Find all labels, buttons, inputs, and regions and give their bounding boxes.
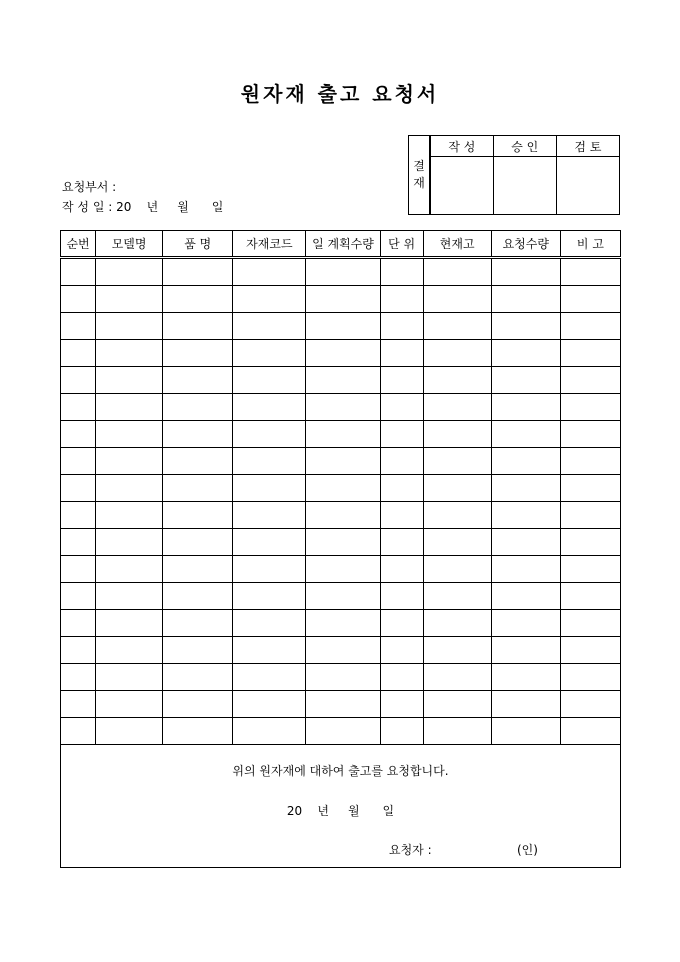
table-cell[interactable]: [560, 313, 620, 340]
table-cell[interactable]: [96, 340, 163, 367]
table-cell[interactable]: [96, 258, 163, 286]
table-cell[interactable]: [306, 529, 380, 556]
table-cell[interactable]: [96, 475, 163, 502]
table-cell[interactable]: [423, 556, 491, 583]
table-cell[interactable]: [163, 664, 233, 691]
table-cell[interactable]: [380, 448, 423, 475]
seal-mark: (인): [517, 843, 538, 857]
table-cell[interactable]: [96, 664, 163, 691]
request-table: [60, 230, 621, 745]
table-cell[interactable]: [61, 286, 96, 313]
table-cell[interactable]: [233, 502, 306, 529]
header-stock: 현재고: [423, 231, 491, 258]
table-cell[interactable]: [306, 691, 380, 718]
table-cell[interactable]: [423, 448, 491, 475]
table-row: [61, 286, 621, 313]
table-cell[interactable]: [61, 610, 96, 637]
table-cell[interactable]: [491, 529, 560, 556]
table-cell[interactable]: [560, 286, 620, 313]
table-cell[interactable]: [233, 258, 306, 286]
table-cell[interactable]: [233, 448, 306, 475]
table-cell[interactable]: [163, 691, 233, 718]
table-row: [61, 421, 621, 448]
table-cell[interactable]: [96, 637, 163, 664]
table-cell[interactable]: [163, 367, 233, 394]
table-row: [61, 367, 621, 394]
table-cell[interactable]: [61, 448, 96, 475]
approval-sign-write[interactable]: [430, 157, 493, 215]
approval-sign-approve[interactable]: [493, 157, 556, 215]
table-cell[interactable]: [233, 637, 306, 664]
table-cell[interactable]: [560, 448, 620, 475]
requester-label: 요청자 :: [389, 843, 432, 857]
table-cell[interactable]: [380, 340, 423, 367]
table-cell[interactable]: [423, 529, 491, 556]
table-cell[interactable]: [560, 664, 620, 691]
table-cell[interactable]: [233, 556, 306, 583]
table-cell[interactable]: [306, 258, 380, 286]
table-row: [61, 691, 621, 718]
table-cell[interactable]: [163, 421, 233, 448]
table-cell[interactable]: [163, 313, 233, 340]
table-row: [61, 529, 621, 556]
table-cell[interactable]: [163, 475, 233, 502]
table-cell[interactable]: [560, 340, 620, 367]
table-cell[interactable]: [306, 583, 380, 610]
table-cell[interactable]: [423, 475, 491, 502]
table-cell[interactable]: [380, 637, 423, 664]
table-cell[interactable]: [96, 286, 163, 313]
table-cell[interactable]: [233, 664, 306, 691]
footer-statement: 위의 원자재에 대하여 출고를 요청합니다.: [232, 764, 449, 778]
table-cell[interactable]: [491, 286, 560, 313]
table-cell[interactable]: [233, 421, 306, 448]
table-cell[interactable]: [423, 502, 491, 529]
table-cell[interactable]: [380, 475, 423, 502]
table-cell[interactable]: [380, 664, 423, 691]
table-cell[interactable]: [61, 664, 96, 691]
table-cell[interactable]: [491, 313, 560, 340]
table-row: [61, 556, 621, 583]
table-cell[interactable]: [423, 367, 491, 394]
table-cell[interactable]: [163, 610, 233, 637]
table-cell[interactable]: [96, 313, 163, 340]
table-cell[interactable]: [61, 475, 96, 502]
table-cell[interactable]: [380, 529, 423, 556]
table-cell[interactable]: [491, 637, 560, 664]
table-cell[interactable]: [560, 502, 620, 529]
table-cell[interactable]: [96, 691, 163, 718]
table-cell[interactable]: [96, 448, 163, 475]
table-cell[interactable]: [61, 502, 96, 529]
table-cell[interactable]: [61, 718, 96, 745]
table-cell[interactable]: [233, 340, 306, 367]
table-row: [61, 394, 621, 421]
table-cell[interactable]: [96, 367, 163, 394]
table-row: [61, 718, 621, 745]
table-cell[interactable]: [233, 394, 306, 421]
table-cell[interactable]: [306, 448, 380, 475]
table-cell[interactable]: [96, 529, 163, 556]
header-unit: 단 위: [380, 231, 423, 258]
table-cell[interactable]: [163, 556, 233, 583]
table-cell[interactable]: [163, 637, 233, 664]
table-cell[interactable]: [233, 583, 306, 610]
date-label: 작 성 일 : 20 년 월 일: [62, 200, 224, 214]
table-cell[interactable]: [163, 502, 233, 529]
approval-col-review: 검 토: [556, 136, 619, 157]
table-cell[interactable]: [423, 583, 491, 610]
table-cell[interactable]: [380, 313, 423, 340]
table-row: [61, 448, 621, 475]
table-cell[interactable]: [306, 475, 380, 502]
table-cell[interactable]: [306, 367, 380, 394]
table-cell[interactable]: [163, 394, 233, 421]
table-cell[interactable]: [61, 313, 96, 340]
table-cell[interactable]: [306, 421, 380, 448]
table-cell[interactable]: [491, 340, 560, 367]
table-cell[interactable]: [560, 691, 620, 718]
table-cell[interactable]: [423, 691, 491, 718]
table-cell[interactable]: [560, 394, 620, 421]
request-dept-label: 요청부서 :: [62, 180, 117, 194]
header-model: 모델명: [96, 231, 163, 258]
table-cell[interactable]: [491, 502, 560, 529]
table-cell[interactable]: [233, 691, 306, 718]
table-cell[interactable]: [233, 313, 306, 340]
table-cell[interactable]: [423, 340, 491, 367]
table-cell[interactable]: [491, 718, 560, 745]
table-cell[interactable]: [423, 421, 491, 448]
table-cell[interactable]: [560, 367, 620, 394]
table-cell[interactable]: [306, 313, 380, 340]
table-cell[interactable]: [423, 258, 491, 286]
table-cell[interactable]: [96, 583, 163, 610]
approval-box: [408, 135, 620, 215]
table-cell[interactable]: [491, 394, 560, 421]
header-item: 품 명: [163, 231, 233, 258]
approval-sign-review[interactable]: [556, 157, 619, 215]
table-cell[interactable]: [380, 394, 423, 421]
table-cell[interactable]: [560, 475, 620, 502]
table-cell[interactable]: [560, 421, 620, 448]
table-cell[interactable]: [380, 691, 423, 718]
header-code: 자재코드: [233, 231, 306, 258]
table-row: [61, 258, 621, 286]
table-cell[interactable]: [491, 556, 560, 583]
table-cell[interactable]: [423, 394, 491, 421]
table-cell[interactable]: [560, 258, 620, 286]
table-cell[interactable]: [491, 610, 560, 637]
table-cell[interactable]: [61, 637, 96, 664]
table-cell[interactable]: [423, 637, 491, 664]
table-cell[interactable]: [423, 286, 491, 313]
approval-col-write: 작 성: [430, 136, 493, 157]
table-cell[interactable]: [163, 258, 233, 286]
table-row: [61, 502, 621, 529]
table-cell[interactable]: [96, 394, 163, 421]
table-cell[interactable]: [61, 529, 96, 556]
table-cell[interactable]: [233, 475, 306, 502]
table-cell[interactable]: [491, 367, 560, 394]
table-cell[interactable]: [380, 718, 423, 745]
table-cell[interactable]: [560, 637, 620, 664]
table-cell[interactable]: [491, 448, 560, 475]
table-cell[interactable]: [380, 502, 423, 529]
table-cell[interactable]: [233, 286, 306, 313]
table-cell[interactable]: [560, 583, 620, 610]
table-cell[interactable]: [491, 421, 560, 448]
table-row: [61, 313, 621, 340]
table-cell[interactable]: [163, 583, 233, 610]
table-cell[interactable]: [233, 718, 306, 745]
table-cell[interactable]: [61, 556, 96, 583]
table-cell[interactable]: [306, 394, 380, 421]
table-cell[interactable]: [306, 286, 380, 313]
table-cell[interactable]: [306, 664, 380, 691]
table-cell[interactable]: [163, 340, 233, 367]
table-cell[interactable]: [491, 583, 560, 610]
table-row: [61, 610, 621, 637]
header-request-qty: 요청수량: [491, 231, 560, 258]
approval-side-label: [409, 136, 431, 215]
table-cell[interactable]: [61, 583, 96, 610]
table-cell[interactable]: [163, 718, 233, 745]
table-cell[interactable]: [306, 556, 380, 583]
table-cell[interactable]: [380, 556, 423, 583]
table-cell[interactable]: [380, 610, 423, 637]
table-cell[interactable]: [163, 529, 233, 556]
approval-col-approve: 승 인: [493, 136, 556, 157]
table-cell[interactable]: [61, 258, 96, 286]
approval-side-text: 결 재: [413, 159, 425, 190]
table-cell[interactable]: [380, 421, 423, 448]
table-cell[interactable]: [380, 258, 423, 286]
table-cell[interactable]: [491, 664, 560, 691]
table-cell[interactable]: [491, 258, 560, 286]
table-cell[interactable]: [306, 610, 380, 637]
table-row: [61, 340, 621, 367]
table-cell[interactable]: [233, 367, 306, 394]
table-cell[interactable]: [560, 718, 620, 745]
table-cell[interactable]: [163, 448, 233, 475]
table-cell[interactable]: [491, 475, 560, 502]
table-header-row: [61, 231, 621, 258]
table-cell[interactable]: [560, 556, 620, 583]
document-title: 원자재 출고 요청서: [240, 82, 440, 106]
table-cell[interactable]: [423, 313, 491, 340]
table-row: [61, 637, 621, 664]
table-cell[interactable]: [306, 340, 380, 367]
table-cell[interactable]: [380, 286, 423, 313]
table-cell[interactable]: [61, 421, 96, 448]
table-row: [61, 475, 621, 502]
table-cell[interactable]: [61, 367, 96, 394]
table-cell[interactable]: [306, 637, 380, 664]
header-no: 순번: [61, 231, 96, 258]
table-cell[interactable]: [96, 421, 163, 448]
table-row: [61, 664, 621, 691]
table-cell[interactable]: [233, 610, 306, 637]
table-cell[interactable]: [423, 664, 491, 691]
footer-date: 20 년 월 일: [286, 804, 395, 818]
footer-box: [60, 745, 621, 868]
table-cell[interactable]: [163, 286, 233, 313]
header-remarks: 비 고: [560, 231, 620, 258]
table-cell[interactable]: [61, 394, 96, 421]
table-cell[interactable]: [61, 691, 96, 718]
table-cell[interactable]: [61, 340, 96, 367]
table-cell[interactable]: [96, 718, 163, 745]
table-cell[interactable]: [380, 367, 423, 394]
table-row: [61, 583, 621, 610]
table-cell[interactable]: [306, 718, 380, 745]
table-cell[interactable]: [560, 529, 620, 556]
table-cell[interactable]: [560, 610, 620, 637]
table-cell[interactable]: [380, 583, 423, 610]
table-cell[interactable]: [96, 556, 163, 583]
table-cell[interactable]: [233, 529, 306, 556]
table-cell[interactable]: [96, 610, 163, 637]
table-cell[interactable]: [306, 502, 380, 529]
table-cell[interactable]: [423, 718, 491, 745]
header-plan-qty: 일 계획수량: [306, 231, 380, 258]
table-cell[interactable]: [491, 691, 560, 718]
table-cell[interactable]: [96, 502, 163, 529]
table-cell[interactable]: [423, 610, 491, 637]
